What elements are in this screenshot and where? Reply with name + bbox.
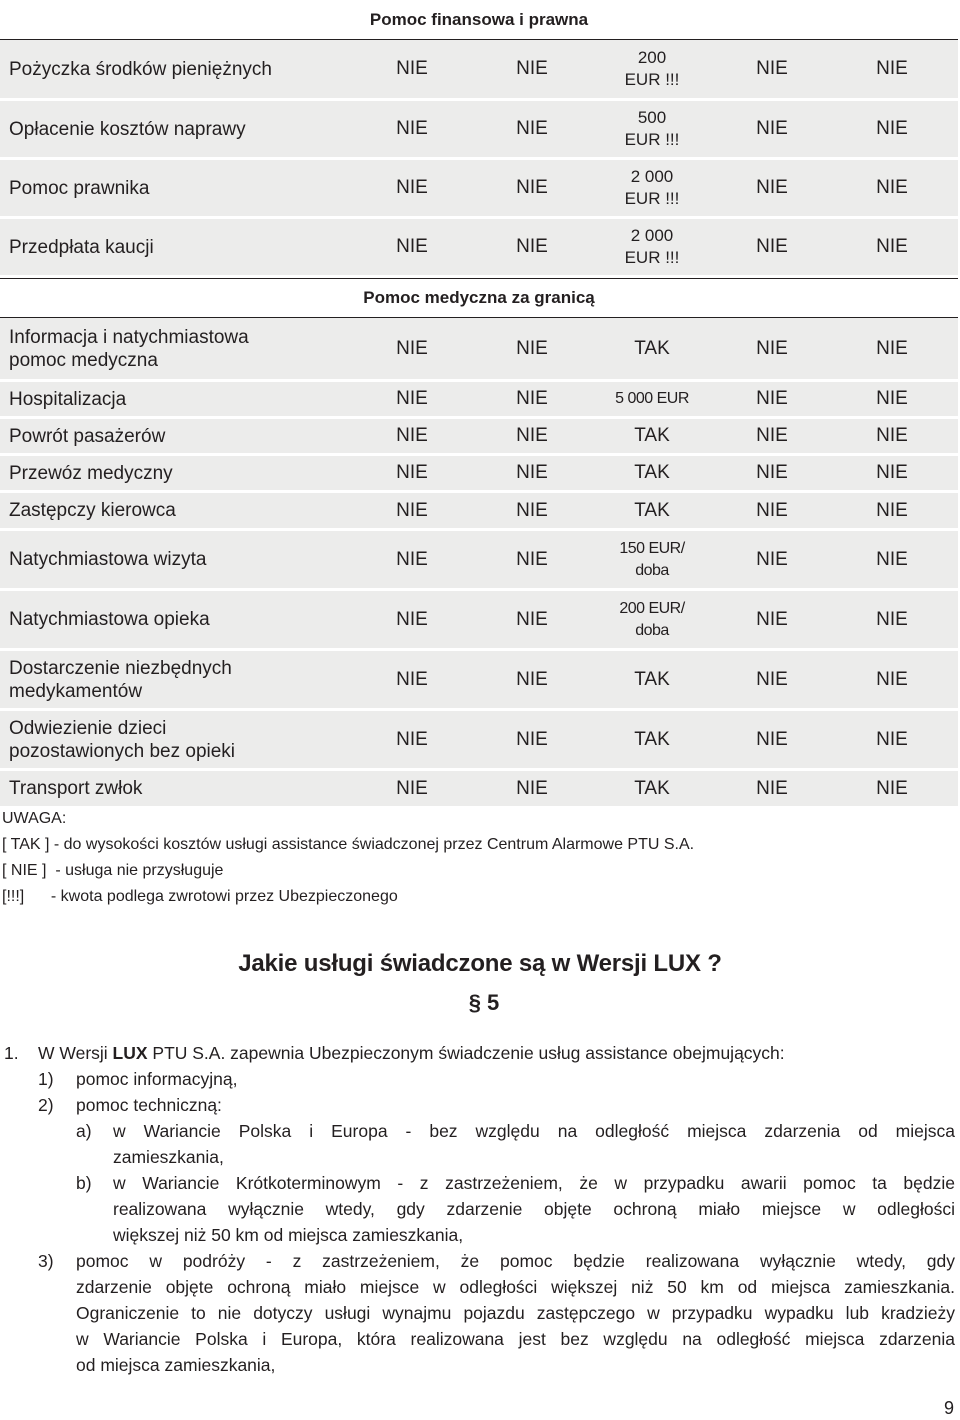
cell-c2: NIE bbox=[516, 499, 548, 521]
cell-c3: 5 000 EUR bbox=[615, 390, 689, 407]
cell-c1: NIE bbox=[396, 177, 428, 198]
cell-c1: NIE bbox=[396, 425, 428, 446]
row-label: Przedpłata kaucji bbox=[9, 236, 154, 258]
cell-c5: NIE bbox=[876, 388, 908, 409]
row-label: Pożyczka środków pieniężnych bbox=[9, 58, 272, 80]
item-a-line-1: w Wariancie Polska i Europa - bez względu na odległość miejsca zdarzenia od miejsca bbox=[113, 1121, 955, 1141]
cell-c4: NIE bbox=[756, 118, 788, 139]
cell-c2: NIE bbox=[516, 337, 548, 359]
table-row bbox=[0, 456, 958, 493]
item-1-text: pomoc informacyjną, bbox=[76, 1069, 238, 1089]
cell-c4: NIE bbox=[756, 236, 788, 257]
row-label: Dostarczenie niezbędnych medykamentów bbox=[9, 657, 232, 702]
cell-c2: NIE bbox=[516, 118, 548, 139]
cell-c3: 2 000 EUR !!! bbox=[624, 167, 680, 208]
cell-c5: NIE bbox=[876, 499, 908, 521]
row-label: Hospitalizacja bbox=[9, 388, 127, 410]
table-row bbox=[0, 591, 958, 651]
row-label: Powrót pasażerów bbox=[9, 425, 166, 447]
cell-c4: NIE bbox=[756, 548, 788, 570]
cell-c4: NIE bbox=[756, 388, 788, 409]
notes-line-tak: [ TAK ] - do wysokości kosztów usługi assistance świadczonej przez Centrum Alarmowe PTU S.A. bbox=[2, 836, 695, 853]
table-row bbox=[0, 711, 958, 771]
cell-c1: NIE bbox=[396, 777, 428, 799]
cell-c2: NIE bbox=[516, 777, 548, 799]
notes-line-refund: [!!!] - kwota podlega zwrotowi przez Ubezpieczonego bbox=[2, 888, 398, 905]
cell-c5: NIE bbox=[876, 608, 908, 630]
item-b-line-2: realizowana wyłącznie wtedy, gdy zdarzenie objęte ochroną miało miejsce w odległości bbox=[113, 1199, 955, 1219]
notes-title: UWAGA: bbox=[2, 810, 67, 827]
cell-c2: NIE bbox=[516, 58, 548, 79]
cell-c2: NIE bbox=[516, 177, 548, 198]
row-label: Odwiezienie dzieci pozostawionych bez opieki bbox=[9, 717, 236, 762]
cell-c1: NIE bbox=[396, 608, 428, 630]
cell-c4: NIE bbox=[756, 58, 788, 79]
cell-c2: NIE bbox=[516, 728, 548, 750]
row-label: Transport zwłok bbox=[9, 778, 143, 799]
item-2-text: pomoc techniczną: bbox=[76, 1095, 222, 1115]
cell-c4: NIE bbox=[756, 728, 788, 750]
cell-c5: NIE bbox=[876, 118, 908, 139]
table-row bbox=[0, 493, 958, 531]
cell-c2: NIE bbox=[516, 548, 548, 570]
cell-c3: 200 EUR/ doba bbox=[619, 599, 685, 639]
cell-c3: TAK bbox=[634, 668, 670, 690]
cell-c3: TAK bbox=[634, 425, 670, 446]
cell-c3: TAK bbox=[634, 462, 670, 483]
table-row bbox=[0, 531, 958, 591]
item-3-line-3: Ograniczenie to nie dotyczy usługi wynajmu pojazdu zastępczego w przypadku wypadku lub kradzieży bbox=[76, 1303, 955, 1323]
cell-c5: NIE bbox=[876, 728, 908, 750]
table-row bbox=[0, 101, 958, 160]
table-row bbox=[0, 318, 958, 382]
cell-c5: NIE bbox=[876, 236, 908, 257]
cell-c1: NIE bbox=[396, 118, 428, 139]
cell-c5: NIE bbox=[876, 58, 908, 79]
cell-c5: NIE bbox=[876, 548, 908, 570]
paragraph-mark: § 5 bbox=[468, 990, 500, 1015]
cell-c2: NIE bbox=[516, 668, 548, 690]
row-label: Informacja i natychmiastowa pomoc medyczna bbox=[9, 326, 249, 371]
cell-c4: NIE bbox=[756, 337, 788, 359]
cell-c1: NIE bbox=[396, 388, 428, 409]
item-2-number: 2) bbox=[38, 1095, 54, 1115]
p1-post: PTU S.A. zapewnia Ubezpieczonym świadczenie usług assistance obejmujących: bbox=[147, 1043, 785, 1063]
cell-c1: NIE bbox=[396, 668, 428, 690]
cell-c2: NIE bbox=[516, 608, 548, 630]
item-3-line-5: od miejsca zamieszkania, bbox=[76, 1355, 276, 1375]
cell-c4: NIE bbox=[756, 499, 788, 521]
p1-bold: LUX bbox=[112, 1043, 148, 1063]
cell-c1: NIE bbox=[396, 337, 428, 359]
cell-c1: NIE bbox=[396, 236, 428, 257]
cell-c5: NIE bbox=[876, 337, 908, 359]
finance-section-header: Pomoc finansowa i prawna bbox=[0, 0, 958, 40]
cell-c3: 150 EUR/ doba bbox=[619, 539, 685, 579]
table-row bbox=[0, 160, 958, 219]
item-3-line-1: pomoc w podróży - z zastrzeżeniem, że pomoc będzie realizowana wyłącznie wtedy, gdy bbox=[76, 1251, 955, 1271]
row-label: Zastępczy kierowca bbox=[9, 500, 176, 521]
cell-c2: NIE bbox=[516, 425, 548, 446]
table-row bbox=[0, 651, 958, 711]
cell-c3: 200 EUR !!! bbox=[624, 48, 680, 89]
notes bbox=[2, 806, 694, 910]
notes-line-nie: [ NIE ] - usługa nie przysługuje bbox=[2, 862, 224, 879]
cell-c1: NIE bbox=[396, 548, 428, 570]
row-label: Opłacenie kosztów naprawy bbox=[9, 118, 246, 140]
p1-number: 1. bbox=[4, 1043, 19, 1063]
cell-c3: 2 000 EUR !!! bbox=[624, 226, 680, 267]
page-number: 9 bbox=[943, 1398, 954, 1418]
row-label: Pomoc prawnika bbox=[9, 177, 150, 199]
cell-c1: NIE bbox=[396, 462, 428, 483]
item-a-line-2: zamieszkania, bbox=[113, 1147, 224, 1167]
cell-c1: NIE bbox=[396, 728, 428, 750]
item-a-number: a) bbox=[76, 1121, 92, 1141]
medical-section-header: Pomoc medyczna za granicą bbox=[0, 278, 958, 318]
table-row bbox=[0, 771, 958, 809]
cell-c5: NIE bbox=[876, 177, 908, 198]
finance-rows bbox=[0, 40, 958, 278]
cell-c5: NIE bbox=[876, 777, 908, 799]
p1-pre: W Wersji bbox=[38, 1043, 113, 1063]
cell-c1: NIE bbox=[396, 499, 428, 521]
cell-c5: NIE bbox=[876, 668, 908, 690]
cell-c4: NIE bbox=[756, 668, 788, 690]
cell-c3: TAK bbox=[634, 499, 670, 521]
row-label: Natychmiastowa wizyta bbox=[9, 549, 207, 570]
cell-c2: NIE bbox=[516, 462, 548, 483]
cell-c4: NIE bbox=[756, 777, 788, 799]
item-3-number: 3) bbox=[38, 1251, 54, 1271]
cell-c2: NIE bbox=[516, 388, 548, 409]
table-row bbox=[0, 219, 958, 278]
table-row bbox=[0, 40, 958, 101]
item-3-line-4: w Wariancie Polska i Europa, która realizowana jest bez względu na odległość miejsca zdarzenia bbox=[76, 1329, 955, 1349]
cell-c4: NIE bbox=[756, 177, 788, 198]
cell-c5: NIE bbox=[876, 425, 908, 446]
section-heading: Jakie usługi świadczone są w Wersji LUX ? bbox=[238, 950, 722, 977]
item-b-number: b) bbox=[76, 1173, 92, 1193]
cell-c3: TAK bbox=[634, 777, 670, 799]
cell-c4: NIE bbox=[756, 608, 788, 630]
cell-c5: NIE bbox=[876, 462, 908, 483]
table-row bbox=[0, 419, 958, 456]
item-b-line-1: w Wariancie Krótkoterminowym - z zastrzeżeniem, że w przypadku awarii pomoc ta będzie bbox=[113, 1173, 955, 1193]
cell-c4: NIE bbox=[756, 462, 788, 483]
cell-c3: 500 EUR !!! bbox=[624, 108, 680, 149]
row-label: Przewóz medyczny bbox=[9, 462, 173, 484]
item-3-line-2: zdarzenie objęte ochroną miało miejsce w odległości większej niż 50 km od miejsca zamieszkania. bbox=[76, 1277, 955, 1297]
cell-c4: NIE bbox=[756, 425, 788, 446]
row-label: Natychmiastowa opieka bbox=[9, 609, 210, 630]
cell-c2: NIE bbox=[516, 236, 548, 257]
cell-c1: NIE bbox=[396, 58, 428, 79]
cell-c3: TAK bbox=[634, 728, 670, 750]
cell-c3: TAK bbox=[634, 337, 670, 359]
medical-rows bbox=[0, 318, 958, 809]
p1-text bbox=[38, 1040, 785, 1066]
item-b-line-3: większej niż 50 km od miejsca zamieszkania, bbox=[113, 1225, 464, 1245]
table-row bbox=[0, 382, 958, 419]
item-1-number: 1) bbox=[38, 1069, 54, 1089]
